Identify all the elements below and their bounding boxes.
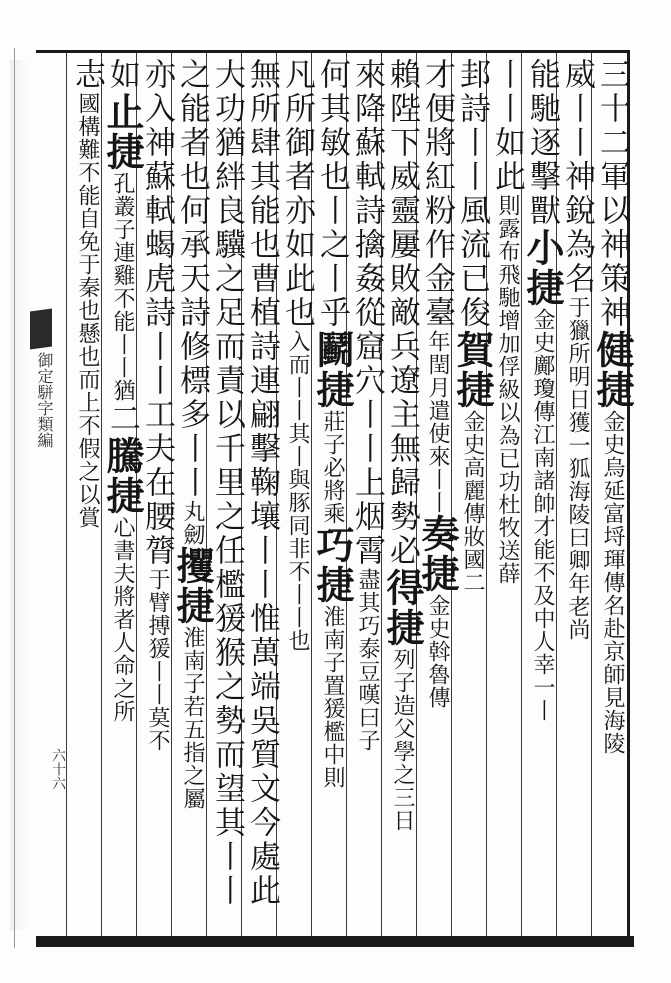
entry-headword: 攫捷 [170, 546, 215, 626]
column-text: 賴陛下威靈屢敗敵兵遼主無歸勢必 [384, 58, 420, 568]
text-column [380, 58, 425, 930]
citation-note: 盡其巧泰豆嘆曰子 [355, 568, 380, 752]
entry-headword: 巧捷 [310, 525, 355, 605]
scan-shadow [10, 60, 28, 930]
frame-top-border [36, 50, 628, 53]
column-text: 丨丨如此 [489, 58, 525, 194]
text-column [348, 58, 386, 930]
text-column [558, 58, 596, 930]
citation-note: 莊子必將乘 [320, 410, 345, 525]
column-text: 亦入神蘇軾蝎虎詩丨丨工夫在腰膂 [139, 58, 175, 568]
column-text: 才便將紅粉作金臺 [419, 58, 455, 330]
folio-number: 六十六 [50, 748, 66, 790]
column-text: 之能者也何承天詩修標多丨丨 [174, 58, 210, 500]
citation-note: 則露布飛馳增加俘級以為已功杜牧送薛 [495, 194, 520, 585]
citation-note: 淮南子置猨檻中則 [320, 605, 345, 789]
entry-headword: 健捷 [590, 330, 635, 410]
entry-headword: 小捷 [520, 228, 565, 308]
citation-note: 國構難不能自免于秦也 [75, 92, 100, 322]
margin-title: 御定駢字類編 [35, 352, 54, 448]
text-column [590, 58, 635, 930]
text-column [170, 58, 215, 930]
column-text: 來降蘇軾詩擒姦從窟穴丨丨上烟霄 [349, 58, 385, 568]
column-text: 威丨丨神銳為名 [559, 58, 595, 296]
column-rule [66, 53, 67, 936]
citation-note: 入而丨丨其丨 [285, 330, 310, 468]
column-text: 如 [104, 58, 140, 92]
text-column [100, 58, 145, 930]
entry-headword: 得捷 [380, 568, 425, 648]
citation-note: 列子造父學之三日 [390, 648, 415, 832]
citation-note: 年閏月遣使來丨丨 [425, 330, 450, 514]
citation-note: 孔叢子連雞不能丨丨猶 [110, 172, 135, 402]
entry-headword: 騰捷 [100, 436, 145, 516]
citation-note: 于獵所明日獲一狐海陵曰卿年老尚 [565, 296, 590, 641]
gutter-line [14, 48, 15, 948]
citation-note: 于臂搏猨丨丨莫不 [145, 568, 170, 752]
citation-note: 心書夫將者人命之所 [110, 516, 135, 723]
text-column [68, 58, 106, 930]
frame-bottom-border [36, 936, 634, 947]
citation-note: 金史烏延富埒琿傳名赴京師見海陵 [600, 410, 625, 755]
citation-note: 淮南子若五指之屬 [180, 626, 205, 810]
text-column [278, 58, 316, 930]
entry-headword: 止捷 [100, 92, 145, 172]
text-column [488, 58, 526, 930]
citation-note: 金史鄺瓊傳江南諸帥才能不及中人幸一丨 [530, 308, 555, 722]
column-text: 大功猶絆良驥之足而責以千里之任檻猨猴之勢而望其丨丨 [209, 58, 245, 908]
citation-note: 丸劒 [180, 500, 205, 546]
text-column [415, 58, 460, 930]
column-text: 三十二軍以神策神 [594, 58, 630, 330]
column-text: 無所肆其能也曹植詩連翩擊鞠壤丨丨惟萬端吳質文今處此 [244, 58, 280, 908]
column-text: 二 [104, 402, 140, 436]
citation-note: 金史高麗傳妝國二 [460, 410, 485, 594]
text-column [520, 58, 565, 930]
citation-note: 懸也而上不假之以賞 [75, 322, 100, 529]
text-column [450, 58, 495, 930]
citation-note: 金史斡魯傳 [425, 594, 450, 709]
column-text: 邽詩丨丨風流已俊 [454, 58, 490, 330]
text-column [243, 58, 280, 930]
column-text: 凡所御者亦如此也 [279, 58, 315, 330]
entry-headword: 奏捷 [415, 514, 460, 594]
citation-note: 與豚同非不丨丨也 [285, 468, 310, 652]
entry-headword: 賀捷 [450, 330, 495, 410]
column-text: 志 [69, 58, 105, 92]
ink-blot [30, 308, 52, 349]
text-column [310, 58, 355, 930]
entry-headword: 鬬捷 [310, 330, 355, 410]
text-column [208, 58, 245, 930]
column-text: 何其敏也丨之丨乎 [314, 58, 350, 330]
column-text: 能馳逐擊獸 [524, 58, 560, 228]
